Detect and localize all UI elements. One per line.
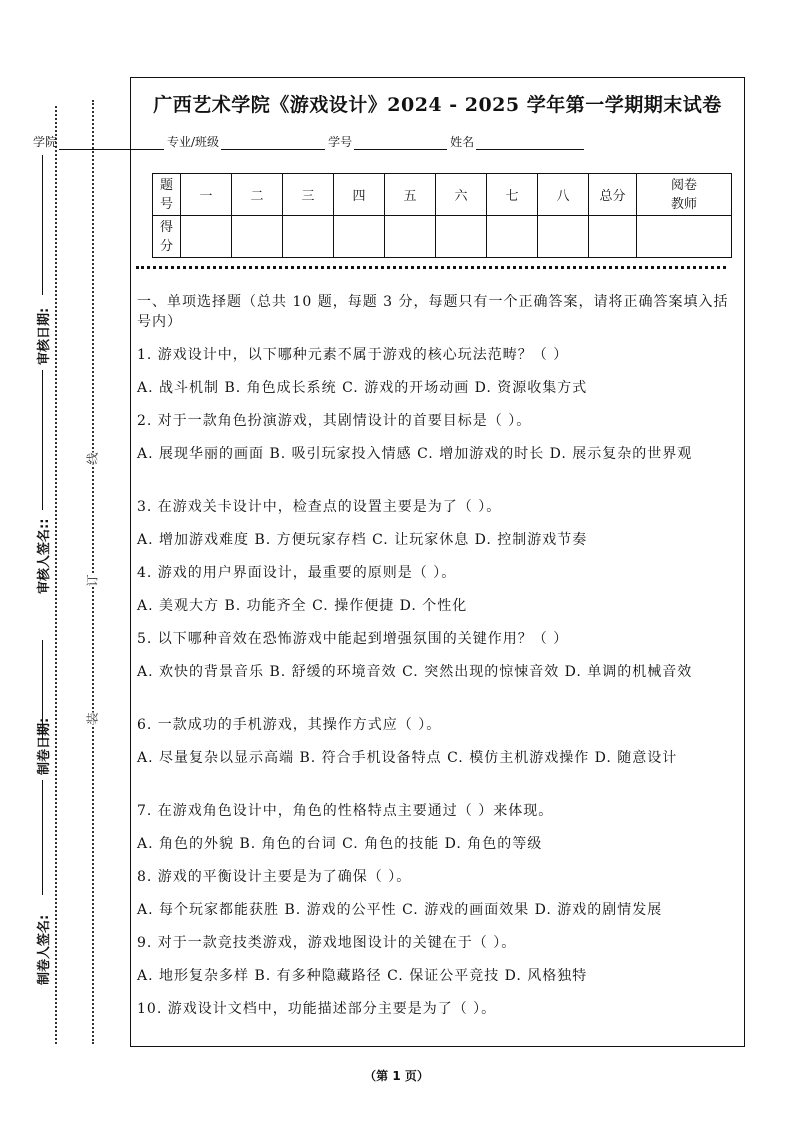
question-9-options: A. 地形复杂多样 B. 有多种隐藏路径 C. 保证公平竞技 D. 风格独特 <box>137 968 588 984</box>
field-id-label: 学号 <box>328 135 353 149</box>
score-cell[interactable] <box>538 216 589 258</box>
maker-sign-label: 制卷人签名: <box>37 914 52 985</box>
score-col-2: 二 <box>232 174 283 216</box>
field-major-label: 专业/班级 <box>167 135 220 149</box>
score-table <box>152 173 732 258</box>
score-cell[interactable] <box>487 216 538 258</box>
reviewer-sign-label: 审核人签名:: <box>37 518 52 594</box>
score-col-7: 七 <box>487 174 538 216</box>
score-row2-label-1: 得 <box>159 219 173 235</box>
question-3-stem: 3. 在游戏关卡设计中，检查点的设置主要是为了（ ）。 <box>137 499 502 515</box>
section-separator <box>136 266 726 269</box>
question-4-options: A. 美观大方 B. 功能齐全 C. 操作便捷 D. 个性化 <box>137 598 468 614</box>
score-col-6: 六 <box>436 174 487 216</box>
question-7-options: A. 角色的外貌 B. 角色的台词 C. 角色的技能 D. 角色的等级 <box>137 836 543 852</box>
score-cell[interactable] <box>283 216 334 258</box>
field-major-blank[interactable] <box>221 137 325 150</box>
reviewer-date-line <box>42 155 43 295</box>
score-col-5: 五 <box>385 174 436 216</box>
field-id-blank[interactable] <box>354 137 447 150</box>
score-row1-label-2: 号 <box>159 196 173 212</box>
score-col-total: 总分 <box>589 174 637 216</box>
binding-char-ding: 订 <box>85 574 100 587</box>
question-5-options: A. 欢快的背景音乐 B. 舒缓的环境音效 C. 突然出现的惊悚音效 D. 单调的机械音效 <box>137 664 693 680</box>
score-cell[interactable] <box>232 216 283 258</box>
page-number: （第 1 页） <box>364 1069 429 1083</box>
score-row1-label <box>153 174 181 216</box>
score-row1-label-1: 题 <box>159 177 173 193</box>
score-col-grader <box>637 174 732 216</box>
section1-header: 一、单项选择题（总共 10 题，每题 3 分，每题只有一个正确答案，请将正确答案填入括号内） <box>137 294 729 330</box>
question-2-options: A. 展现华丽的画面 B. 吸引玩家投入情感 C. 增加游戏的时长 D. 展示复杂的世界观 <box>137 446 693 462</box>
question-6-stem: 6. 一款成功的手机游戏，其操作方式应（ ）。 <box>137 717 442 733</box>
field-college-blank[interactable] <box>59 137 164 150</box>
question-6-options: A. 尽量复杂以显示高端 B. 符合手机设备特点 C. 模仿主机游戏操作 D. 随意设计 <box>137 750 678 766</box>
score-row2-label-2: 分 <box>159 238 173 254</box>
score-row2-label <box>153 216 181 258</box>
exam-title: 广西艺术学院《游戏设计》2024 - 2025 学年第一学期期末试卷 <box>153 94 722 116</box>
score-cell[interactable] <box>181 216 232 258</box>
score-grader-2: 教师 <box>670 196 697 212</box>
maker-sign-line <box>42 780 43 895</box>
question-7-stem: 7. 在游戏角色设计中，角色的性格特点主要通过（ ）来体现。 <box>137 803 554 819</box>
question-8-stem: 8. 游戏的平衡设计主要是为了确保（ ）。 <box>137 869 412 885</box>
score-cell[interactable] <box>436 216 487 258</box>
student-info-row <box>33 133 587 150</box>
maker-date-label: 制卷日期: <box>37 717 52 775</box>
score-cell-grader[interactable] <box>637 216 732 258</box>
field-name-label: 姓名 <box>450 135 475 149</box>
reviewer-sign-line <box>42 370 43 510</box>
question-8-options: A. 每个玩家都能获胜 B. 游戏的公平性 C. 游戏的画面效果 D. 游戏的剧情发展 <box>137 902 663 918</box>
question-3-options: A. 增加游戏难度 B. 方便玩家存档 C. 让玩家休息 D. 控制游戏节奏 <box>137 532 588 548</box>
binding-dotted-line-inner <box>92 100 94 1044</box>
score-col-1: 一 <box>181 174 232 216</box>
score-grader-1: 阅卷 <box>670 177 697 193</box>
field-name-blank[interactable] <box>476 137 584 150</box>
score-col-3: 三 <box>283 174 334 216</box>
score-cell-total[interactable] <box>589 216 637 258</box>
score-col-8: 八 <box>538 174 589 216</box>
question-9-stem: 9. 对于一款竞技类游戏，游戏地图设计的关键在于（ ）。 <box>137 935 517 951</box>
binding-char-xian: 线 <box>85 452 100 465</box>
question-1-options: A. 战斗机制 B. 角色成长系统 C. 游戏的开场动画 D. 资源收集方式 <box>137 380 588 396</box>
question-5-stem: 5. 以下哪种音效在恐怖游戏中能起到增强氛围的关键作用？（ ） <box>137 631 569 647</box>
score-table-header-row <box>153 174 732 216</box>
question-1-stem: 1. 游戏设计中，以下哪种元素不属于游戏的核心玩法范畴？（ ） <box>137 347 569 363</box>
reviewer-date-label: 审核日期: <box>37 307 52 365</box>
score-col-4: 四 <box>334 174 385 216</box>
binding-dotted-line-outer <box>55 106 57 1044</box>
question-10-stem: 10. 游戏设计文档中，功能描述部分主要是为了（ ）。 <box>137 1001 497 1017</box>
binding-char-zhuang: 装 <box>85 712 100 725</box>
score-table-score-row <box>153 216 732 258</box>
question-2-stem: 2. 对于一款角色扮演游戏，其剧情设计的首要目标是（ ）。 <box>137 413 532 429</box>
field-college-label: 学院 <box>33 135 58 149</box>
score-cell[interactable] <box>385 216 436 258</box>
score-cell[interactable] <box>334 216 385 258</box>
question-4-stem: 4. 游戏的用户界面设计，最重要的原则是（ ）。 <box>137 565 457 581</box>
